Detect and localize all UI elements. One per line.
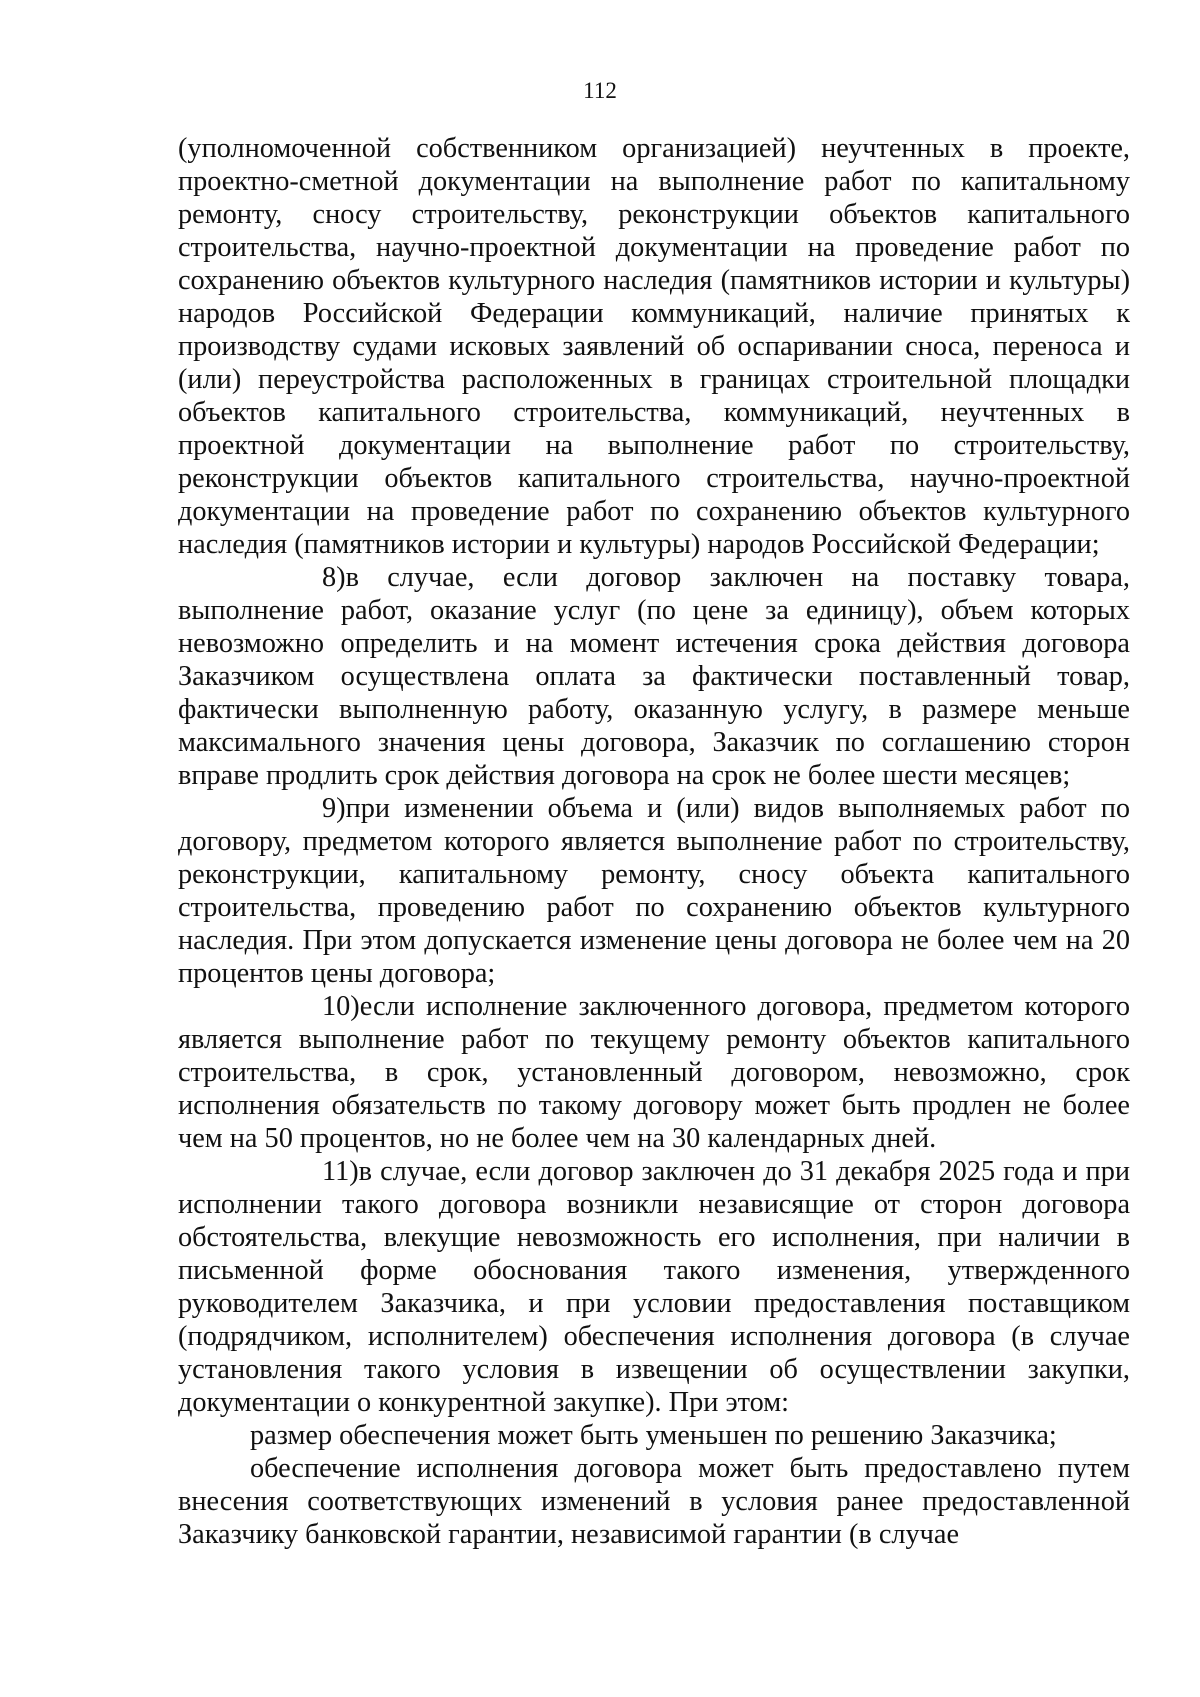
list-item-11 [178, 1155, 1130, 1419]
paragraph-security-provision [178, 1452, 1130, 1551]
paragraph-text: в случае, если договор заключен до 31 декабря 2025 года и при исполнении такого договора возникли независящие от сторон договора обстоятельства, влекущие невозможность его исполнения, при наличии в письменной форме обоснования такого изменения, утвержденного руководителем Заказчика, и при условии предоставления поставщиком (подрядчиком, исполнителем) обеспечения исполнения договора (в случае установления такого условия в извещении об осуществлении закупки, документации о конкурентной закупке). При этом: [178, 1156, 1130, 1418]
item-number: 8) [322, 562, 346, 593]
item-number: 11) [322, 1156, 359, 1187]
paragraph-continuation [178, 132, 1130, 561]
paragraph-text: в случае, если договор заключен на поставку товара, выполнение работ, оказание услуг (по цене за единицу), объем которых невозможно определить и на момент истечения срока действия договора Заказчиком осуществлена оплата за фактически поставленный товар, фактически выполненную работу, оказанную услугу, в размере меньше максимального значения цены договора, Заказчик по соглашению сторон вправе продлить срок действия договора на срок не более шести месяцев; [178, 562, 1130, 791]
paragraph-text: если исполнение заключенного договора, предметом которого является выполнение работ по текущему ремонту объектов капитального строительства, в срок, установленный договором, невозможно, срок исполнения обязательств по такому договору может быть продлен не более чем на 50 процентов, но не более чем на 30 календарных дней. [178, 991, 1130, 1154]
paragraph-text: при изменении объема и (или) видов выполняемых работ по договору, предметом которого является выполнение работ по строительству, реконструкции, капитальному ремонту, сносу объекта капитального строительства, проведению работ по сохранению объектов культурного наследия. При этом допускается изменение цены договора не более чем на 20 процентов цены договора; [178, 793, 1130, 989]
list-item-9 [178, 792, 1130, 990]
item-number: 9) [322, 793, 346, 824]
list-item-8 [178, 561, 1130, 792]
paragraph-text: размер обеспечения может быть уменьшен по решению Заказчика; [250, 1420, 1057, 1451]
list-item-10 [178, 990, 1130, 1155]
paragraph-security-reduction [178, 1419, 1130, 1452]
document-body [178, 132, 1130, 1551]
page-number: 112 [583, 78, 617, 103]
paragraph-text: (уполномоченной собственником организацией) неучтенных в проекте, проектно-сметной документации на выполнение работ по капитальному ремонту, сносу строительству, реконструкции объектов капитального строительства, научно-проектной документации на проведение работ по сохранению объектов культурного наследия (памятников истории и культуры) народов Российской Федерации коммуникаций, наличие принятых к производству судами исковых заявлений об оспаривании сноса, переноса и (или) переустройства расположенных в границах строительной площадки объектов капитального строительства, коммуникаций, неучтенных в проектной документации на выполнение работ по строительству, реконструкции объектов капитального строительства, научно-проектной документации на проведение работ по сохранению объектов культурного наследия (памятников истории и культуры) народов Российской Федерации; [178, 133, 1130, 560]
item-number: 10) [322, 991, 360, 1022]
paragraph-text: обеспечение исполнения договора может быть предоставлено путем внесения соответствующих изменений в условия ранее предоставленной Заказчику банковской гарантии, независимой гарантии (в случае [178, 1453, 1130, 1550]
